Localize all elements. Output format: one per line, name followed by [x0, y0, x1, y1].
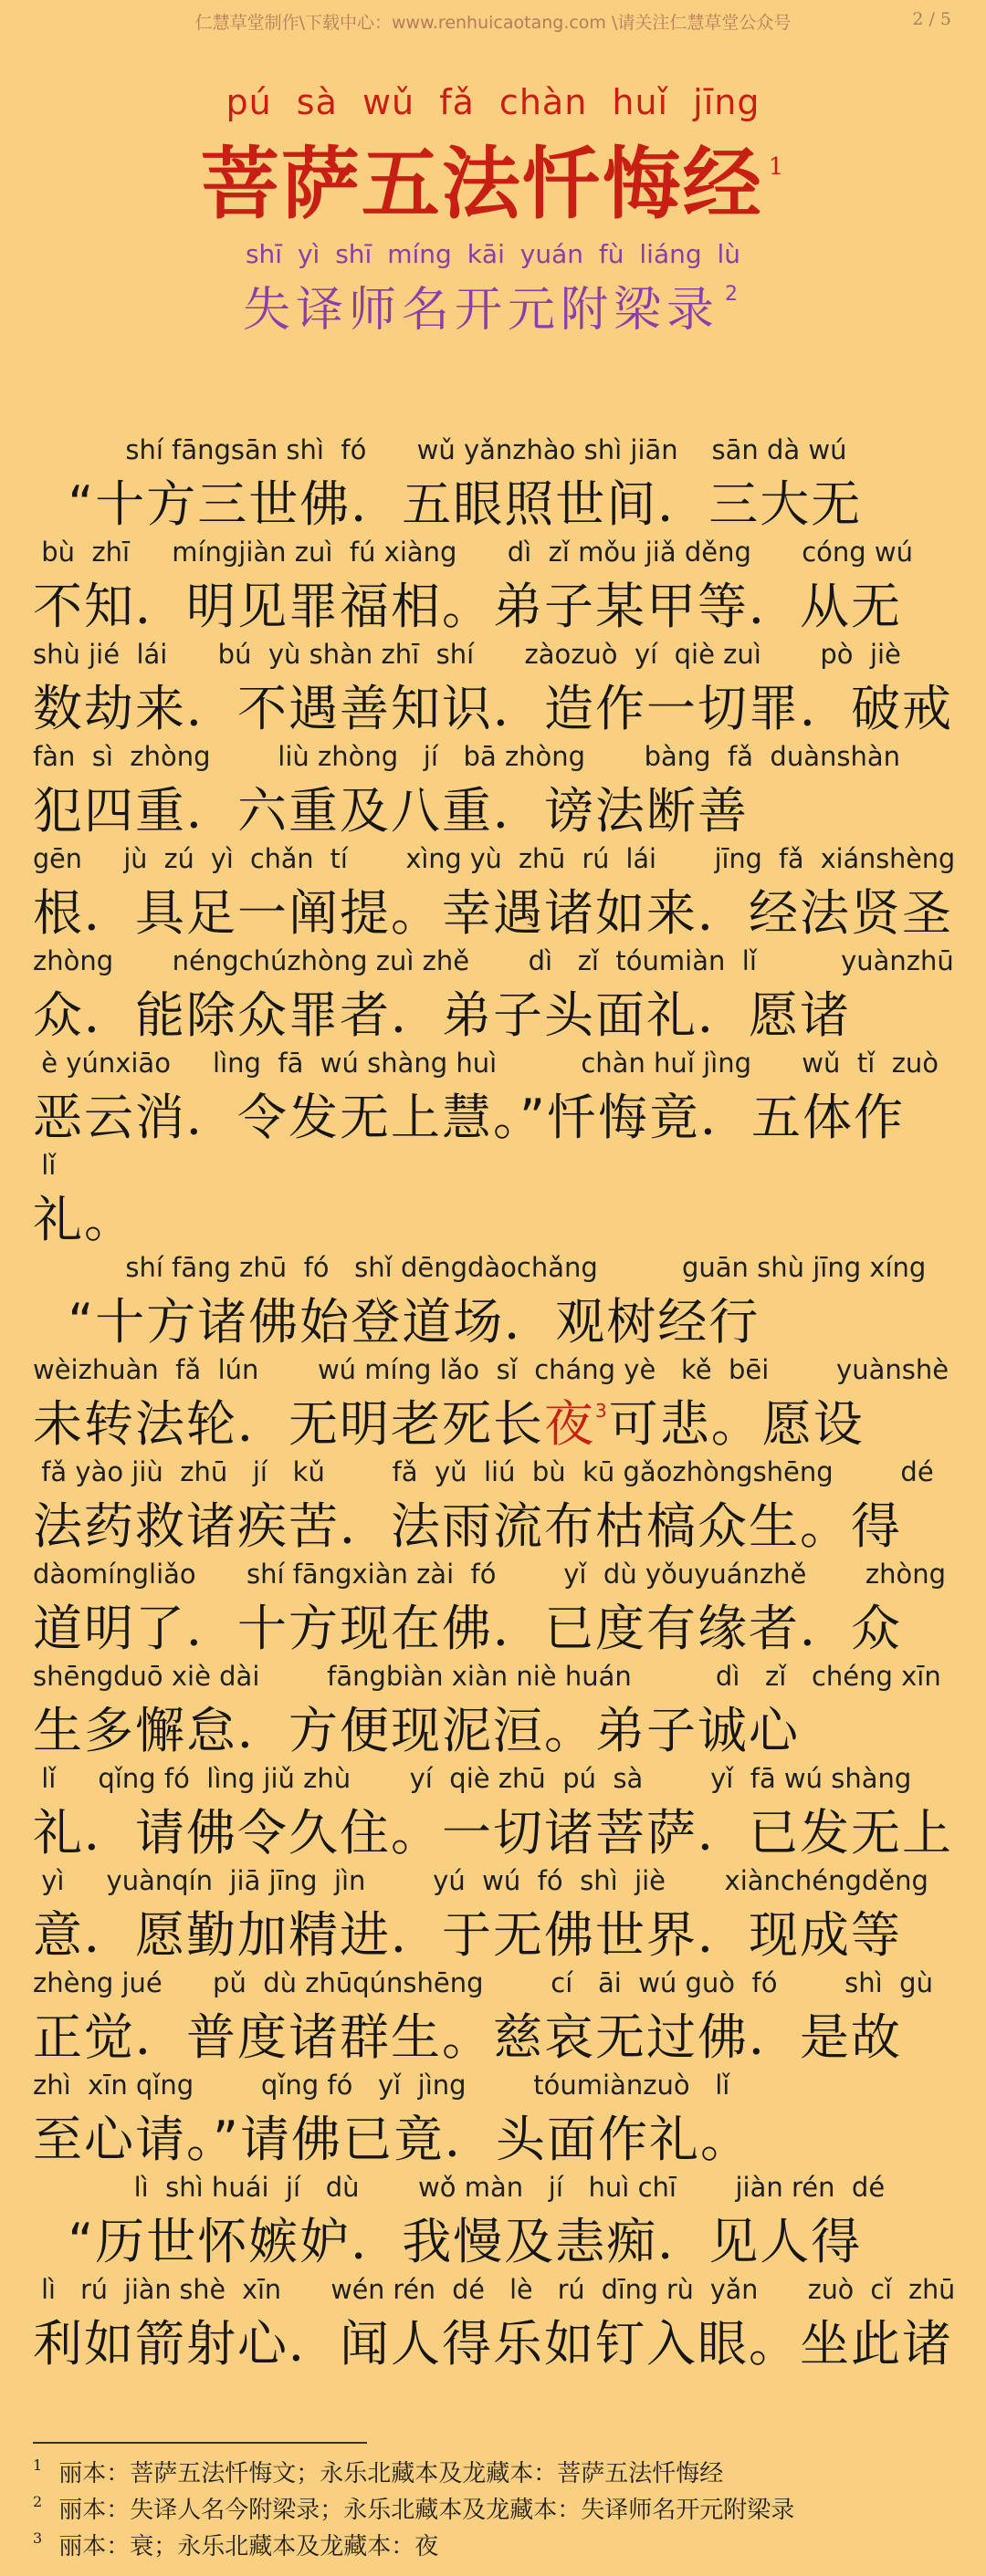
chinese-line: 正觉．普度诸群生。慈哀无过佛．是故 — [33, 2008, 902, 2066]
footnote-text: 丽本：菩萨五法忏悔文；永乐北藏本及龙藏本：菩萨五法忏悔经 — [58, 2460, 724, 2487]
sutra-body — [33, 434, 955, 2376]
pinyin-line: yì yuànqín jiā jīng jìn yú wú fó shì jiè xiànchéngděng — [33, 1865, 928, 1896]
subtitle-pinyin: shī yì shī míng kāi yuán fù liáng lù — [245, 239, 741, 269]
subtitle — [0, 271, 986, 339]
verse-line — [33, 2274, 955, 2376]
sutra-title — [0, 120, 986, 234]
footnote-divider — [33, 2442, 367, 2444]
footnote-text: 丽本：衰；永乐北藏本及龙藏本：夜 — [58, 2533, 439, 2560]
verse-line — [33, 1865, 955, 1967]
pinyin-line: gēn jù zú yì chǎn tí xìng yù zhū rú lái jīng fǎ xiánshèng — [33, 843, 956, 874]
title-block — [0, 82, 986, 234]
pinyin-line: è yúnxiāo lìng fā wú shàng huì chàn huǐ jìng wǔ tǐ zuò — [33, 1048, 939, 1079]
pinyin-line: fǎ yào jiù zhū jí kǔ fǎ yǔ liú bù kū gǎozhòngshēng dé — [33, 1456, 934, 1487]
pinyin-line: shù jié lái bú yù shàn zhī shí zàozuò yí qiè zuì pò jiè — [33, 639, 901, 670]
title-pinyin: pú sà wǔ fǎ chàn huǐ jīng — [226, 82, 760, 122]
footnotes — [33, 2455, 955, 2564]
verse-line — [33, 2070, 955, 2172]
footnote-number: 1 — [33, 2456, 43, 2474]
verse-line — [33, 1967, 955, 2070]
verse-line — [33, 434, 955, 537]
sutra-title-text: 菩萨五法忏悔经 — [200, 138, 763, 230]
chinese-text: 可悲。愿设 — [608, 1395, 865, 1453]
page-header — [0, 9, 986, 37]
chinese-line: 众．能除众罪者．弟子头面礼．愿诸 — [33, 986, 851, 1044]
pinyin-line: lì rú jiàn shè xīn wén rén dé lè rú dīng rù yǎn zuò cǐ zhū — [33, 2274, 956, 2305]
footnote — [33, 2528, 955, 2564]
subtitle-footnote-ref[interactable]: 2 — [725, 283, 743, 306]
verse-line — [33, 1559, 955, 1661]
subtitle-block — [0, 239, 986, 339]
chinese-line: 礼。 — [33, 1191, 135, 1248]
subtitle-text: 失译师名开元附梁录 — [242, 283, 719, 338]
pinyin-line: shí fāng zhū fó shǐ dēngdàochǎng guān shù jīng xíng — [33, 1252, 927, 1283]
pinyin-line: wèizhuàn fǎ lún wú míng lǎo sǐ cháng yè kě bēi yuànshè — [33, 1354, 949, 1385]
chinese-line: 恶云消．令发无上慧。”忏悔竟．五体作 — [33, 1089, 905, 1146]
pinyin-line: lǐ qǐng fó lìng jiǔ zhù yí qiè zhū pú sà yǐ fā wú shàng — [33, 1763, 912, 1794]
footnote-number: 2 — [33, 2493, 43, 2510]
verse-line — [33, 1048, 955, 1150]
chinese-line: “十方三世佛．五眼照世间．三大无 — [33, 475, 863, 533]
verse-line — [33, 741, 955, 843]
footnote — [33, 2491, 955, 2528]
pinyin-line: bù zhī míngjiàn zuì fú xiàng dì zǐ mǒu jiǎ děng cóng wú — [33, 537, 913, 568]
chinese-line: 不知．明见罪福相。弟子某甲等．从无 — [33, 578, 902, 635]
chinese-line: “历世怀嫉妒．我慢及恚痴．见人得 — [33, 2213, 863, 2270]
pinyin-line: lì shì huái jí dù wǒ màn jí huì chī jiàn rén dé — [33, 2172, 886, 2203]
footnote-ref[interactable]: 3 — [595, 1400, 609, 1422]
verse-line — [33, 1763, 955, 1865]
verse-line — [33, 843, 955, 945]
verse-line — [33, 1150, 955, 1252]
footnote — [33, 2455, 955, 2491]
pinyin-line: dàomíngliǎo shí fāngxiàn zài fó yǐ dù yǒuyuánzhě zhòng — [33, 1559, 947, 1590]
verse-line — [33, 945, 955, 1048]
pinyin-line: zhì xīn qǐng qǐng fó yǐ jìng tóumiànzuò lǐ — [33, 2070, 730, 2101]
pinyin-line: shēngduō xiè dài fāngbiàn xiàn niè huán dì zǐ chéng xīn — [33, 1661, 941, 1692]
verse-line — [33, 1456, 955, 1559]
verse-line — [33, 1661, 955, 1763]
variant-character: 夜 — [544, 1395, 595, 1453]
chinese-line: 意．愿勤加精进．于无佛世界．现成等 — [33, 1906, 902, 1964]
chinese-line: 数劫来．不遇善知识．造作一切罪．破戒 — [33, 680, 953, 737]
footnote-number: 3 — [33, 2529, 43, 2547]
pinyin-line: zhòng néngchúzhòng zuì zhě dì zǐ tóumiàn lǐ yuànzhū — [33, 945, 954, 976]
chinese-line: 利如箭射心．闻人得乐如钉入眼。坐此诸 — [33, 2315, 953, 2373]
verse-line — [33, 1252, 955, 1354]
verse-line — [33, 639, 955, 741]
chinese-line — [33, 1385, 955, 1455]
chinese-line: 犯四重．六重及八重．谤法断善 — [33, 782, 749, 840]
chinese-line: 至心请。”请佛已竟．头面作礼。 — [33, 2111, 751, 2168]
chinese-text: 未转法轮．无明老死长 — [33, 1395, 544, 1453]
footnote-text: 丽本：失译人名今附梁录；永乐北藏本及龙藏本：失译师名开元附梁录 — [58, 2497, 795, 2524]
chinese-line: 道明了．十方现在佛．已度有缘者．众 — [33, 1600, 902, 1657]
chinese-line: 根．具足一阐提。幸遇诸如来．经法贤圣 — [33, 884, 953, 942]
chinese-line: “十方诸佛始登道场．观树经行 — [33, 1293, 760, 1351]
page-number: 2 / 5 — [912, 9, 951, 29]
header-source-text: 仁慧草堂制作\下载中心：www.renhuicaotang.com \请关注仁慧草堂公众号 — [194, 13, 792, 33]
verse-line — [33, 537, 955, 639]
pinyin-line: lǐ — [33, 1150, 57, 1181]
chinese-line: 礼．请佛令久住。一切诸菩萨．已发无上 — [33, 1804, 953, 1862]
pinyin-line: fàn sì zhòng liù zhòng jí bā zhòng bàng fǎ duànshàn — [33, 741, 901, 772]
chinese-line: 法药救诸疾苦．法雨流布枯槁众生。得 — [33, 1497, 902, 1555]
chinese-line: 生多懈怠．方便现泥洹。弟子诚心 — [33, 1702, 800, 1759]
pinyin-line: zhèng jué pǔ dù zhūqúnshēng cí āi wú guò fó shì gù — [33, 1967, 933, 1998]
verse-line — [33, 2172, 955, 2274]
pinyin-line: shí fāngsān shì fó wǔ yǎnzhào shì jiān sān dà wú — [33, 434, 847, 465]
verse-line — [33, 1354, 955, 1456]
title-footnote-ref[interactable]: 1 — [768, 153, 786, 181]
